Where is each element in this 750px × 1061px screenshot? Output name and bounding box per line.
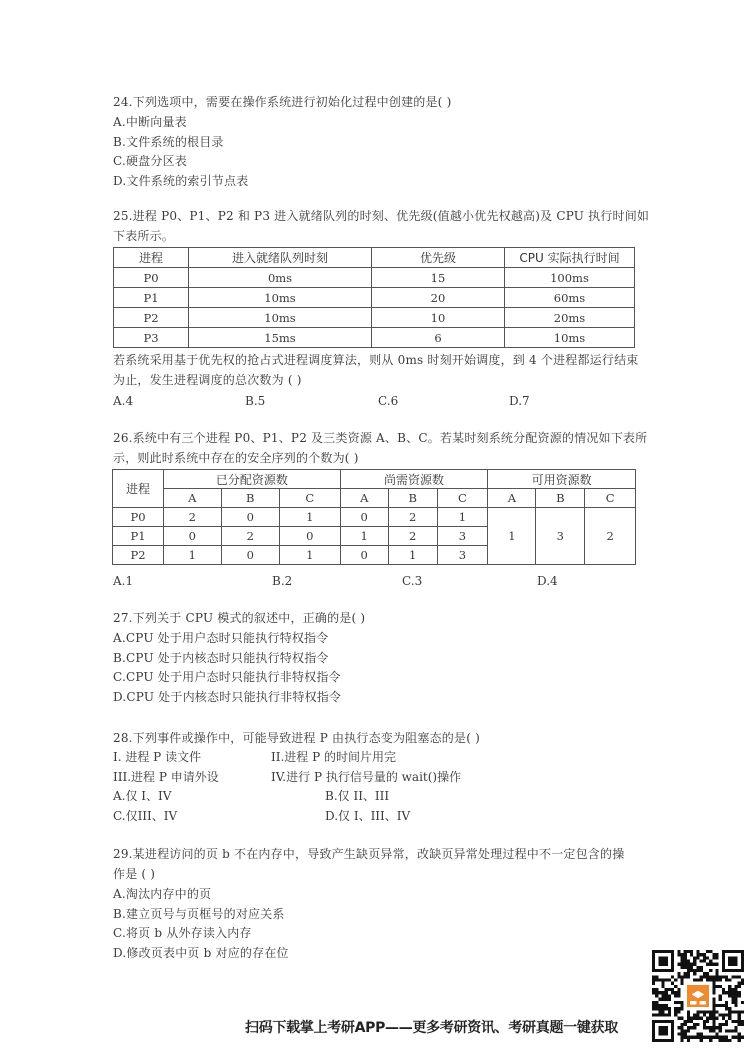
- q26-option-d: D.4: [537, 574, 558, 588]
- q25-cell: 15ms: [189, 328, 372, 348]
- qr-code-icon[interactable]: [652, 950, 744, 1042]
- q26-table-group-header-row: [113, 470, 636, 489]
- q26-available-c: 2: [585, 508, 636, 565]
- q26-sub-header: B: [536, 489, 585, 508]
- q28-item-iii: III.进程 P 申请外设: [113, 770, 219, 784]
- q26-need-cell: 2: [388, 508, 437, 527]
- q26-need-cell: 1: [388, 546, 437, 565]
- q28-stem: 28.下列事件或操作中，可能导致进程 P 由执行态变为阻塞态的是( ): [113, 731, 480, 745]
- q26-available-a: 1: [488, 508, 536, 565]
- q25-cell: 20: [372, 288, 505, 308]
- q26-allocated-cell: 0: [221, 546, 279, 565]
- q25-cell: 10: [372, 308, 505, 328]
- q25-cell: P0: [114, 268, 189, 288]
- q26-sub-header: A: [164, 489, 222, 508]
- q26-allocated-cell: 2: [221, 527, 279, 546]
- q24-option-b: B.文件系统的根目录: [113, 135, 224, 149]
- q25-cell: 100ms: [505, 268, 635, 288]
- q26-sub-header: A: [488, 489, 536, 508]
- q26-header-process: 进程: [113, 470, 164, 508]
- q26-need-cell: 3: [437, 546, 488, 565]
- q29-option-b: B.建立页号与页框号的对应关系: [113, 907, 285, 921]
- q26-sub-header: B: [221, 489, 279, 508]
- q25-cell: P2: [114, 308, 189, 328]
- q25-header-priority: 优先级: [372, 248, 505, 268]
- q26-allocated-cell: 1: [279, 508, 340, 527]
- q29-option-a: A.淘汰内存中的页: [113, 887, 212, 901]
- q27-option-b: B.CPU 处于内核态时只能执行特权指令: [113, 651, 329, 665]
- q26-header-need: 尚需资源数: [340, 470, 488, 489]
- q24-option-d: D.文件系统的索引节点表: [113, 174, 249, 188]
- q27-option-a: A.CPU 处于用户态时只能执行特权指令: [113, 631, 329, 645]
- q25-header-cpu-time: CPU 实际执行时间: [505, 248, 635, 268]
- q28-option-b: B.仅 II、III: [325, 789, 390, 803]
- q24-option-a: A.中断向量表: [113, 115, 187, 129]
- q26-need-cell: 2: [388, 527, 437, 546]
- q25-stem-line2: 下表所示。: [113, 229, 175, 243]
- q27-option-c: C.CPU 处于用户态时只能执行非特权指令: [113, 670, 341, 684]
- q25-cell: 10ms: [505, 328, 635, 348]
- q29-option-d: D.修改页表中页 b 对应的存在位: [113, 946, 289, 960]
- q26-option-c: C.3: [402, 574, 423, 588]
- q25-cell: 0ms: [189, 268, 372, 288]
- q25-cell: 15: [372, 268, 505, 288]
- q29-option-c: C.将页 b 从外存读入内存: [113, 926, 252, 940]
- q26-header-allocated: 已分配资源数: [164, 470, 341, 489]
- q25-after-line2: 为止，发生进程调度的总次数为 ( ): [113, 373, 302, 387]
- q26-need-cell: 0: [340, 546, 388, 565]
- q26-stem-line2: 示，则此时系统中存在的安全序列的个数为( ): [113, 451, 359, 465]
- q25-cell: P1: [114, 288, 189, 308]
- q28-option-d: D.仅 I、III、IV: [325, 809, 411, 823]
- q26-allocated-cell: 0: [221, 508, 279, 527]
- q25-after-line1: 若系统采用基于优先权的抢占式进程调度算法，则从 0ms 时刻开始调度，到 4 个进程都运行结束: [113, 353, 639, 367]
- q26-need-cell: 3: [437, 527, 488, 546]
- q26-allocated-cell: 0: [164, 527, 222, 546]
- q26-table: [112, 469, 636, 565]
- q26-option-b: B.2: [272, 574, 293, 588]
- table-row: [113, 508, 636, 527]
- q25-stem-line1: 25.进程 P0、P1、P2 和 P3 进入就绪队列的时刻、优先级(值越小优先权越高)及 CPU 执行时间如: [113, 209, 650, 223]
- table-row: [114, 328, 635, 348]
- q28-item-i: I. 进程 P 读文件: [113, 750, 202, 764]
- q26-table-sub-header-row: [113, 489, 636, 508]
- q26-need-cell: 1: [340, 527, 388, 546]
- q26-sub-header: B: [388, 489, 437, 508]
- footer-promo-text: 扫码下载掌上考研APP——更多考研资讯、考研真题一键获取: [245, 1020, 618, 1036]
- q25-table: [113, 247, 635, 348]
- q24-option-c: C.硬盘分区表: [113, 154, 187, 168]
- q26-allocated-cell: 1: [279, 546, 340, 565]
- q26-process-cell: P0: [113, 508, 164, 527]
- q26-available-b: 3: [536, 508, 585, 565]
- q28-item-ii: II.进程 P 的时间片用完: [271, 750, 396, 764]
- q25-cell: 20ms: [505, 308, 635, 328]
- table-row: [114, 268, 635, 288]
- q25-option-c: C.6: [378, 394, 399, 408]
- table-row: [114, 288, 635, 308]
- q26-stem-line1: 26.系统中有三个进程 P0、P1、P2 及三类资源 A、B、C。若某时刻系统分配资源的情况如下表所: [113, 431, 648, 445]
- q26-header-available: 可用资源数: [488, 470, 636, 489]
- q26-sub-header: A: [340, 489, 388, 508]
- q24-stem: 24.下列选项中，需要在操作系统进行初始化过程中创建的是( ): [113, 95, 452, 109]
- q26-allocated-cell: 0: [279, 527, 340, 546]
- q26-need-cell: 1: [437, 508, 488, 527]
- q26-process-cell: P2: [113, 546, 164, 565]
- q25-cell: 6: [372, 328, 505, 348]
- q26-sub-header: C: [437, 489, 488, 508]
- q26-option-a: A.1: [113, 574, 134, 588]
- q25-option-a: A.4: [113, 394, 134, 408]
- q27-stem: 27.下列关于 CPU 模式的叙述中，正确的是( ): [113, 611, 366, 625]
- q25-header-arrival: 进入就绪队列时刻: [189, 248, 372, 268]
- q28-option-a: A.仅 I、IV: [113, 789, 172, 803]
- q26-need-cell: 0: [340, 508, 388, 527]
- q28-item-iv: IV.进行 P 执行信号量的 wait()操作: [271, 770, 462, 784]
- q25-table-header-row: [114, 248, 635, 268]
- q26-allocated-cell: 1: [164, 546, 222, 565]
- q29-stem-line1: 29.某进程访问的页 b 不在内存中，导致产生缺页异常，改缺页异常处理过程中不一定包含的操: [113, 847, 625, 861]
- q25-cell: 10ms: [189, 308, 372, 328]
- q26-sub-header: C: [279, 489, 340, 508]
- q26-sub-header: C: [585, 489, 636, 508]
- q25-cell: 10ms: [189, 288, 372, 308]
- q28-option-c: C.仅III、IV: [113, 809, 178, 823]
- q25-header-process: 进程: [114, 248, 189, 268]
- q25-option-d: D.7: [509, 394, 530, 408]
- q25-option-b: B.5: [245, 394, 266, 408]
- q29-stem-line2: 作是 ( ): [113, 867, 156, 881]
- table-row: [114, 308, 635, 328]
- q26-allocated-cell: 2: [164, 508, 222, 527]
- q26-process-cell: P1: [113, 527, 164, 546]
- q25-cell: P3: [114, 328, 189, 348]
- q25-cell: 60ms: [505, 288, 635, 308]
- q27-option-d: D.CPU 处于内核态时只能执行非特权指令: [113, 690, 342, 704]
